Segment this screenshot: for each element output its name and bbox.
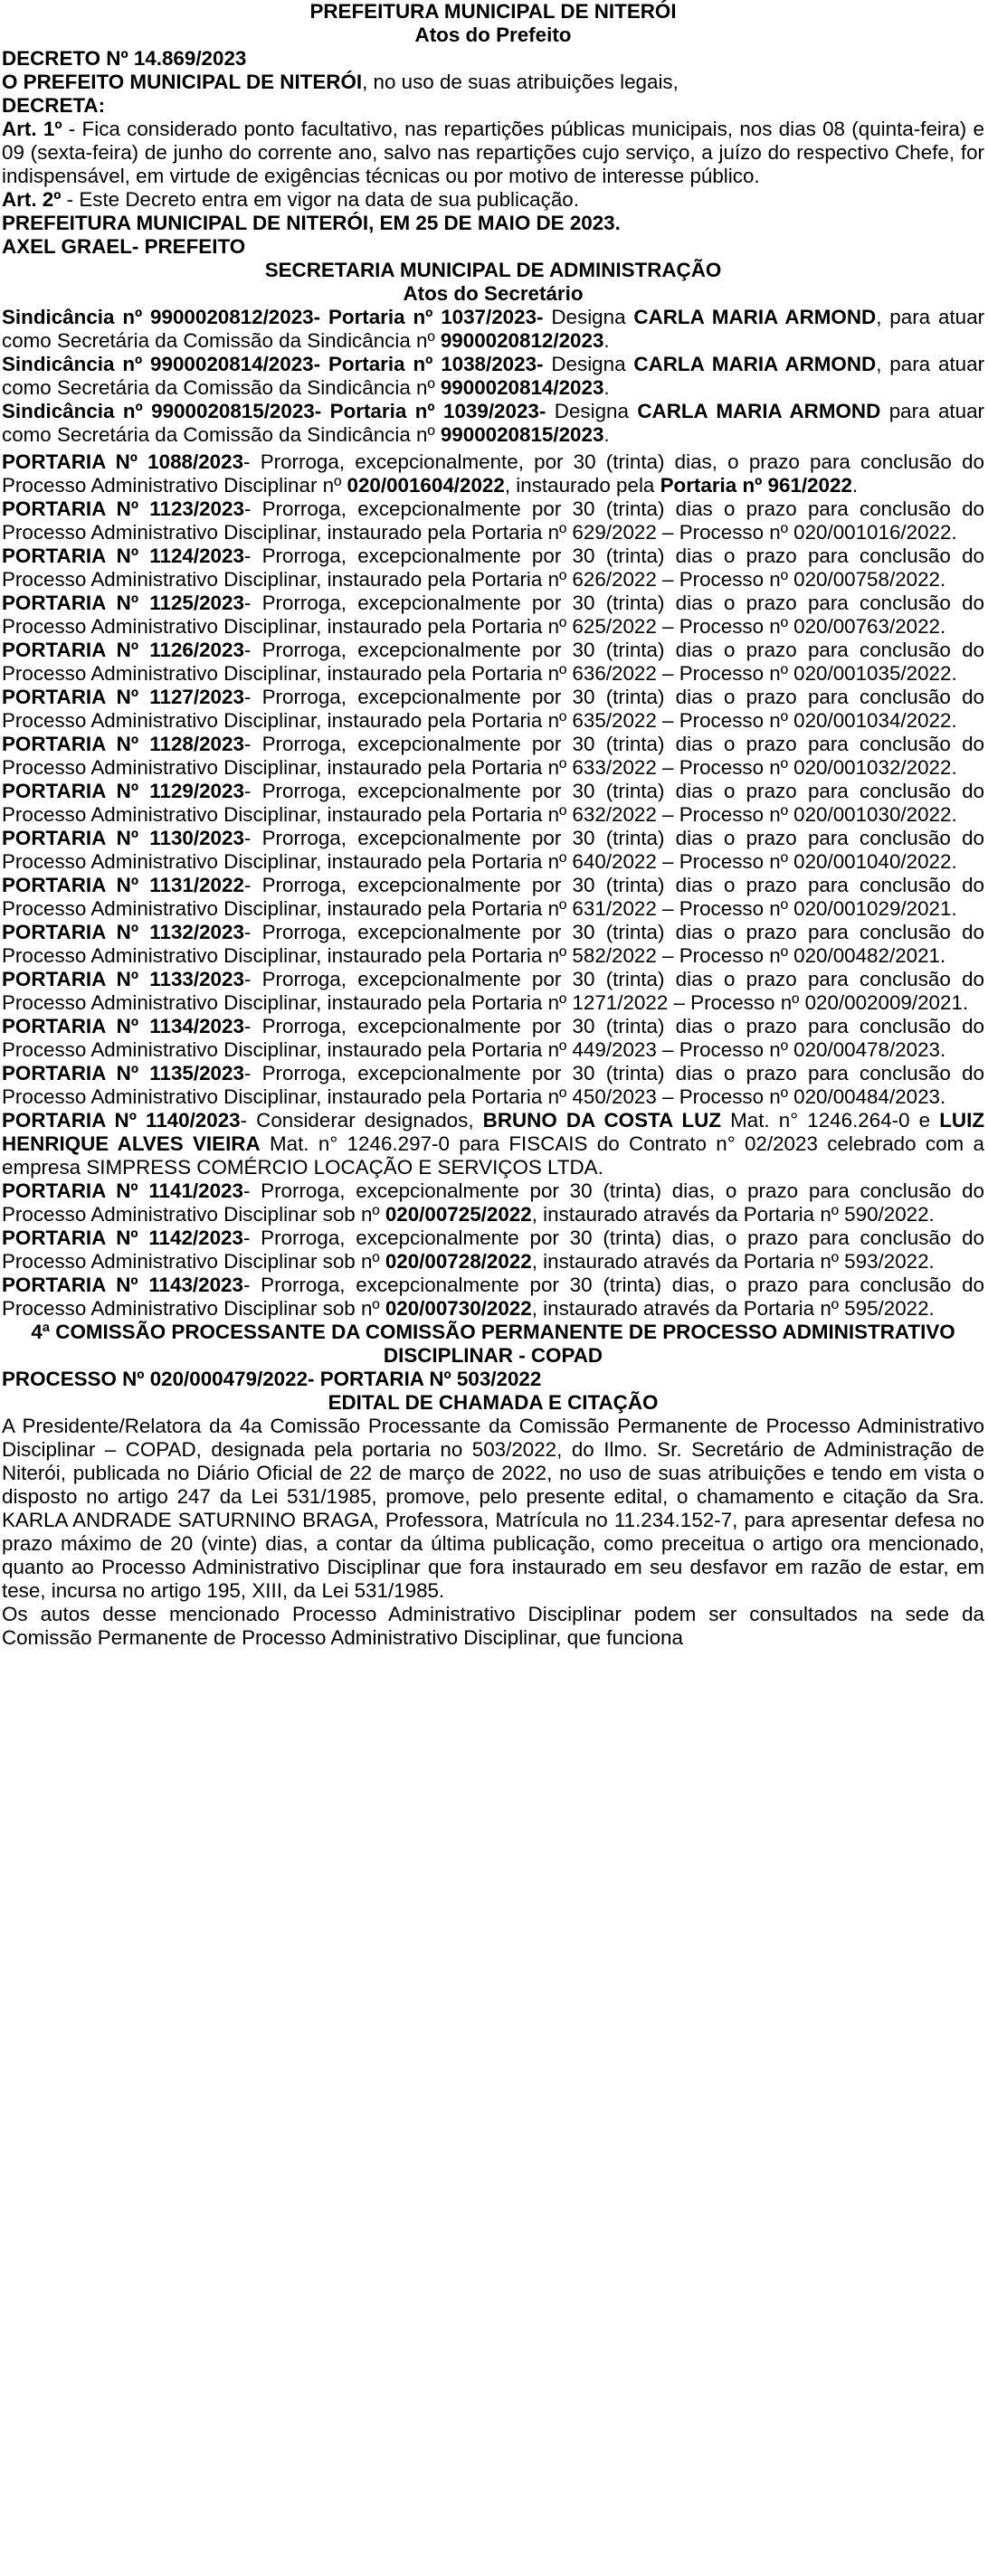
sindicancia-item: Sindicância nº 9900020812/2023- Portaria nº 1037/2023- Designa CARLA MARIA ARMOND, para atuar como Secretária da Comissão da Sindicância nº 9900020812/2023. [2, 306, 985, 352]
decree-place-date: PREFEITURA MUNICIPAL DE NITERÓI, EM 25 DE MAIO DE 2023. [2, 212, 621, 234]
portaria-item: PORTARIA Nº 1128/2023- Prorroga, excepcionalmente por 30 (trinta) dias o prazo para conclusão do Processo Administrativo Disciplinar, instaurado pela Portaria nº 633/2022 – Processo nº 020/001032/2022. [2, 733, 984, 779]
portaria-item: PORTARIA Nº 1142/2023- Prorroga, excepcionalmente por 30 (trinta) dias, o prazo para conclusão do Processo Administrativo Disciplinar sob nº 020/00728/2022, instaurado através da Portaria nº 593/2022. [2, 1226, 984, 1273]
portaria-item: PORTARIA Nº 1126/2023- Prorroga, excepcionalmente por 30 (trinta) dias o prazo para conclusão do Processo Administrativo Disciplinar, instaurado pela Portaria nº 636/2022 – Processo nº 020/001035/2022. [2, 639, 984, 685]
header-org: PREFEITURA MUNICIPAL DE NITERÓI [309, 0, 677, 23]
portaria-list [2, 497, 984, 1109]
portaria-item: PORTARIA Nº 1125/2023- Prorroga, excepcionalmente por 30 (trinta) dias o prazo para conclusão do Processo Administrativo Disciplinar, instaurado pela Portaria nº 625/2022 – Processo nº 020/00763/2022. [2, 592, 984, 638]
copad-paragraph-2: Os autos desse mencionado Processo Administrativo Disciplinar podem ser consultados na sede da Comissão Permanente de Processo Administrativo Disciplinar, que funciona [2, 1603, 984, 1649]
copad-process: PROCESSO Nº 020/000479/2022- PORTARIA Nº 503/2022 [2, 1368, 542, 1390]
sindicancia-item: Sindicância nº 9900020814/2023- Portaria nº 1038/2023- Designa CARLA MARIA ARMOND, para atuar como Secretária da Comissão da Sindicância nº 9900020814/2023. [2, 353, 985, 399]
portaria-item: PORTARIA Nº 1127/2023- Prorroga, excepcionalmente por 30 (trinta) dias o prazo para conclusão do Processo Administrativo Disciplinar, instaurado pela Portaria nº 635/2022 – Processo nº 020/001034/2022. [2, 686, 984, 732]
portaria-item: PORTARIA Nº 1132/2023- Prorroga, excepcionalmente por 30 (trinta) dias o prazo para conclusão do Processo Administrativo Disciplinar, instaurado pela Portaria nº 582/2022 – Processo nº 020/00482/2021. [2, 921, 984, 967]
portaria-item: PORTARIA Nº 1124/2023- Prorroga, excepcionalmente por 30 (trinta) dias o prazo para conclusão do Processo Administrativo Disciplinar, instaurado pela Portaria nº 626/2022 – Processo nº 020/00758/2022. [2, 545, 984, 591]
portaria-1088: PORTARIA Nº 1088/2023- Prorroga, excepcionalmente, por 30 (trinta) dias, o prazo para conclusão do Processo Administrativo Disciplinar nº 020/001604/2022, instaurado pela Portaria nº 961/2022. [2, 450, 984, 497]
decree-decreta: DECRETA: [2, 94, 106, 117]
copad-edital: EDITAL DE CHAMADA E CITAÇÃO [328, 1391, 659, 1414]
portaria-item: PORTARIA Nº 1133/2023- Prorroga, excepcionalmente por 30 (trinta) dias o prazo para conclusão do Processo Administrativo Disciplinar, instaurado pela Portaria nº 1271/2022 – Processo nº 020/002009/2021. [2, 968, 984, 1014]
decree-intro: O PREFEITO MUNICIPAL DE NITERÓI, no uso de suas atribuições legais, [2, 71, 679, 93]
portaria-item: PORTARIA Nº 1130/2023- Prorroga, excepcionalmente por 30 (trinta) dias o prazo para conclusão do Processo Administrativo Disciplinar, instaurado pela Portaria nº 640/2022 – Processo nº 020/001040/2022. [2, 827, 984, 873]
portaria-item: PORTARIA Nº 1129/2023- Prorroga, excepcionalmente por 30 (trinta) dias o prazo para conclusão do Processo Administrativo Disciplinar, instaurado pela Portaria nº 632/2022 – Processo nº 020/001030/2022. [2, 780, 984, 826]
decree-art1: Art. 1º - Fica considerado ponto facultativo, nas repartições públicas municipais, nos dias 08 (quinta-feira) e 09 (sexta-feira) de junho do corrente ano, salvo nas repartições cujo serviço, a juízo do respectivo Chefe, for indispensável, em virtude de exigências técnicas ou por motivo de interesse público. [2, 118, 984, 187]
decree-signature: AXEL GRAEL- PREFEITO [2, 235, 246, 258]
portaria-item: PORTARIA Nº 1123/2023- Prorroga, excepcionalmente por 30 (trinta) dias o prazo para conclusão do Processo Administrativo Disciplinar, instaurado pela Portaria nº 629/2022 – Processo nº 020/001016/2022. [2, 497, 984, 544]
sindicancia-item: Sindicância nº 9900020815/2023- Portaria nº 1039/2023- Designa CARLA MARIA ARMOND para atuar como Secretária da Comissão da Sindicância nº 9900020815/2023. [2, 400, 985, 446]
decree-number: DECRETO Nº 14.869/2023 [2, 47, 247, 70]
secretaria-subtitle: Atos do Secretário [403, 282, 584, 305]
portaria-item: PORTARIA Nº 1134/2023- Prorroga, excepcionalmente por 30 (trinta) dias o prazo para conclusão do Processo Administrativo Disciplinar, instaurado pela Portaria nº 449/2023 – Processo nº 020/00478/2023. [2, 1015, 984, 1061]
copad-title: 4ª COMISSÃO PROCESSANTE DA COMISSÃO PERMANENTE DE PROCESSO ADMINISTRATIVO DISCIPLINAR - COPAD [31, 1321, 955, 1367]
portaria-item: PORTARIA Nº 1135/2023- Prorroga, excepcionalmente por 30 (trinta) dias o prazo para conclusão do Processo Administrativo Disciplinar, instaurado pela Portaria nº 450/2023 – Processo nº 020/00484/2023. [2, 1062, 984, 1108]
header-section: Atos do Prefeito [414, 24, 572, 46]
sindicancia-list [2, 306, 984, 447]
copad-paragraph-1: A Presidente/Relatora da 4a Comissão Processante da Comissão Permanente de Processo Administrativo Disciplinar – COPAD, designada pela portaria no 503/2022, do Ilmo. Sr. Secretário de Administração de Niterói, publicada no Diário Oficial de 22 de março de 2022, no uso de suas atribuições e tendo em vista o disposto no artigo 247 da Lei 531/1985, promove, pelo presente edital, o chamamento e citação da Sra. KARLA ANDRADE SATURNINO BRAGA, Professora, Matrícula no 11.234.152-7, para apresentar defesa no prazo máximo de 20 (vinte) dias, a contar da última publicação, como preceitua o artigo ora mencionado, quanto ao Processo Administrativo Disciplinar que fora instaurado em seu desfavor em razão de estar, em tese, incursa no artigo 195, XIII, da Lei 531/1985. [2, 1415, 984, 1602]
portaria-item: PORTARIA Nº 1131/2022- Prorroga, excepcionalmente por 30 (trinta) dias o prazo para conclusão do Processo Administrativo Disciplinar, instaurado pela Portaria nº 631/2022 – Processo nº 020/001029/2021. [2, 874, 984, 920]
secretaria-title: SECRETARIA MUNICIPAL DE ADMINISTRAÇÃO [264, 259, 722, 281]
decree-art2: Art. 2º - Este Decreto entra em vigor na data de sua publicação. [2, 188, 579, 211]
portaria-1140: PORTARIA Nº 1140/2023- Considerar designados, BRUNO DA COSTA LUZ Mat. n° 1246.264-0 e LUIZ HENRIQUE ALVES VIEIRA Mat. n° 1246.297-0 para FISCAIS do Contrato n° 02/2023 celebrado com a empresa SIMPRESS COMÉRCIO LOCAÇÃO E SERVIÇOS LTDA. [2, 1109, 984, 1179]
portaria-item: PORTARIA Nº 1141/2023- Prorroga, excepcionalmente por 30 (trinta) dias, o prazo para conclusão do Processo Administrativo Disciplinar sob nº 020/00725/2022, instaurado através da Portaria nº 590/2022. [2, 1179, 984, 1226]
portaria-sob-list [2, 1179, 984, 1321]
portaria-item: PORTARIA Nº 1143/2023- Prorroga, excepcionalmente por 30 (trinta) dias, o prazo para conclusão do Processo Administrativo Disciplinar sob nº 020/00730/2022, instaurado através da Portaria nº 595/2022. [2, 1274, 984, 1320]
